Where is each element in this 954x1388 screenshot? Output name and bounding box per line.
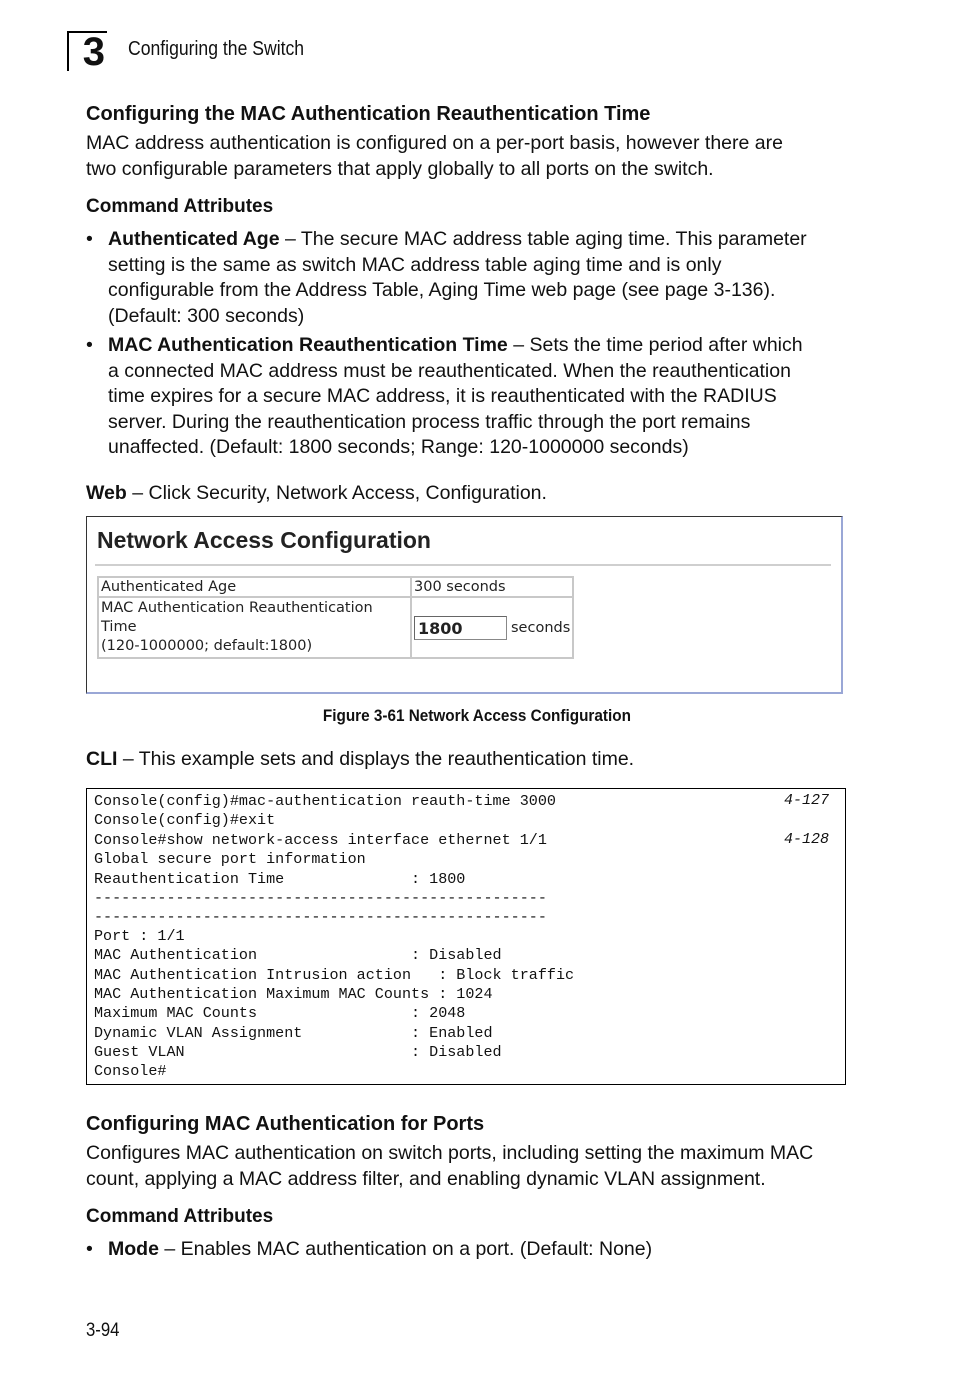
bullet-text: time expires for a secure MAC address, it is reauthenticated with the RADIUS xyxy=(108,385,777,407)
cli-page-ref: 4-127 xyxy=(783,792,829,809)
bullet-mode xyxy=(86,1237,653,1263)
web-label: Web xyxy=(86,482,127,504)
section-heading: Configuring the MAC Authentication Reauthentication Time xyxy=(86,103,651,125)
bullet-reauth-time xyxy=(86,333,868,461)
cli-line: Guest VLAN : Disabled xyxy=(94,1043,502,1061)
bullet-text: unaffected. (Default: 1800 seconds; Range: 120-1000000 seconds) xyxy=(108,436,689,458)
web-ui-divider xyxy=(95,564,831,566)
cli-label: CLI xyxy=(86,748,118,770)
cli-line: Port : 1/1 xyxy=(94,927,185,945)
cli-line: Global secure port information xyxy=(94,850,366,868)
intro-line: two configurable parameters that apply globally to all ports on the switch. xyxy=(86,157,714,180)
cli-line: MAC Authentication : Disabled xyxy=(94,946,502,964)
bullet-dot: • xyxy=(86,334,93,356)
bullet-text: server. During the reauthentication process traffic through the port remains xyxy=(108,410,751,433)
cli-line: Console#show network-access interface ethernet 1/1 xyxy=(94,831,547,849)
attributes-heading: Command Attributes xyxy=(86,1206,274,1227)
cli-line: Dynamic VLAN Assignment : Enabled xyxy=(94,1024,493,1042)
web-instruction xyxy=(86,481,547,507)
authenticated-age-label: Authenticated Age xyxy=(98,577,411,597)
cli-text: – This example sets and displays the reauthentication time. xyxy=(117,748,635,770)
bullet-dot: • xyxy=(86,228,93,250)
intro-line: Configures MAC authentication on switch ports, including setting the maximum MAC xyxy=(86,1142,814,1164)
cli-page-ref: 4-128 xyxy=(783,831,829,848)
cli-line: Console(config)#mac-authentication reauth-time 3000 xyxy=(94,792,556,810)
web-ui-title: Network Access Configuration xyxy=(97,527,431,553)
authenticated-age-value: 300 seconds xyxy=(411,577,573,597)
bullet-text: (Default: 300 seconds) xyxy=(108,304,305,327)
bullet-text: a connected MAC address must be reauthenticated. When the reauthentication xyxy=(108,359,791,382)
reauth-time-unit: seconds xyxy=(511,619,571,636)
reauth-time-input[interactable]: 1800 xyxy=(414,616,507,640)
reauth-time-cell xyxy=(411,597,573,658)
section-heading: Configuring MAC Authentication for Ports xyxy=(86,1113,485,1135)
web-ui-settings-table xyxy=(97,576,574,659)
bullet-dot: • xyxy=(86,1238,93,1260)
web-text: – Click Security, Network Access, Configuration. xyxy=(126,482,547,504)
cli-example-box xyxy=(86,788,846,1085)
table-row xyxy=(98,597,573,658)
attributes-heading: Command Attributes xyxy=(86,196,274,217)
running-title: Configuring the Switch xyxy=(128,38,305,60)
bullet-term: MAC Authentication Reauthentication Time xyxy=(108,334,508,356)
chapter-number: 3 xyxy=(67,31,107,71)
reauth-time-label-line: (120-1000000; default:1800) xyxy=(101,638,313,654)
bullet-text: – The secure MAC address table aging time. This parameter xyxy=(279,228,807,250)
intro-line: MAC address authentication is configured on a per-port basis, however there are xyxy=(86,132,783,154)
bullet-term: Authenticated Age xyxy=(108,228,280,250)
bullet-text: – Sets the time period after which xyxy=(507,334,803,356)
figure-caption: Figure 3-61 Network Access Configuration xyxy=(322,706,631,725)
bullet-term: Mode xyxy=(108,1238,159,1260)
cli-line: -------------------------------------------------- xyxy=(94,889,547,907)
reauth-time-label xyxy=(98,597,411,658)
bullet-text: configurable from the Address Table, Aging Time web page (see page 3-136). xyxy=(108,279,776,301)
cli-line: Console(config)#exit xyxy=(94,811,276,829)
page-number: 3-94 xyxy=(86,1320,120,1341)
bullet-text: – Enables MAC authentication on a port. (Default: None) xyxy=(158,1238,653,1260)
cli-line: MAC Authentication Maximum MAC Counts : 1024 xyxy=(94,985,493,1003)
bullet-authenticated-age xyxy=(86,227,868,329)
cli-instruction xyxy=(86,747,634,773)
cli-line: -------------------------------------------------- xyxy=(94,908,547,926)
intro-line: count, applying a MAC address filter, and enabling dynamic VLAN assignment. xyxy=(86,1167,766,1190)
section-intro xyxy=(86,1141,813,1192)
cli-line: MAC Authentication Intrusion action : Block traffic xyxy=(94,966,575,984)
table-row xyxy=(98,577,573,597)
cli-line: Console# xyxy=(94,1062,167,1080)
reauth-time-label-line: MAC Authentication Reauthentication Time xyxy=(101,600,373,635)
bullet-text: setting is the same as switch MAC address table aging time and is only xyxy=(108,253,722,276)
web-ui-screenshot xyxy=(86,516,843,694)
section-intro xyxy=(86,131,783,182)
cli-line: Reauthentication Time : 1800 xyxy=(94,870,466,888)
cli-line: Maximum MAC Counts : 2048 xyxy=(94,1004,466,1022)
